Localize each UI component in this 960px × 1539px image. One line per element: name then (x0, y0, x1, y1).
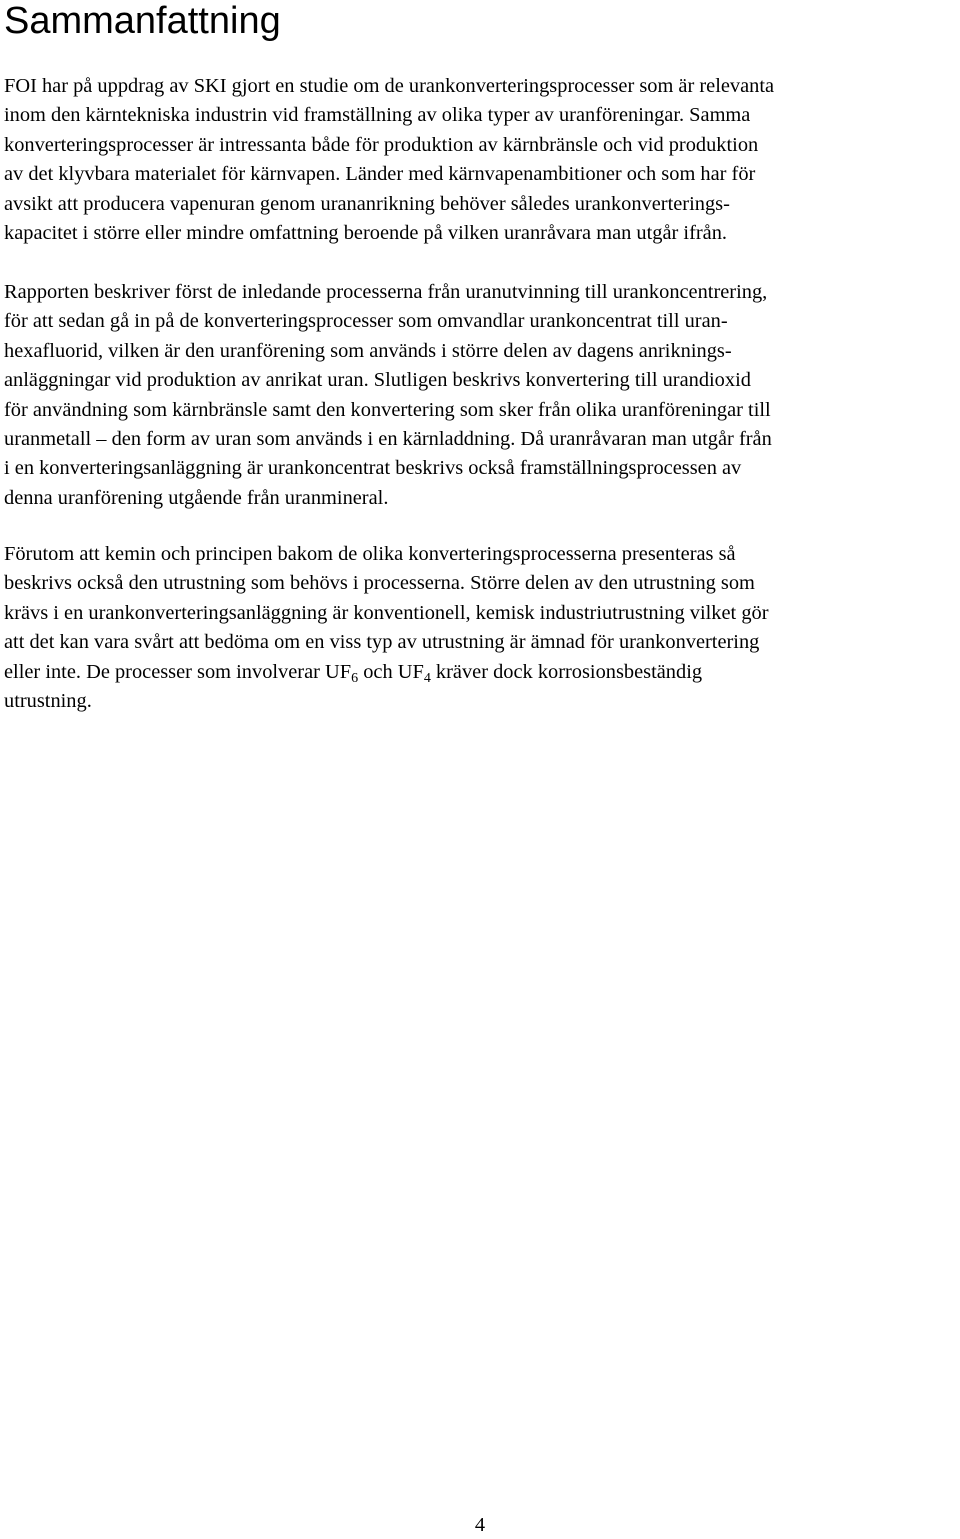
paragraph-line: krävs i en urankonverteringsanläggning är konventionell, kemisk industriutrustning vilket gör (4, 601, 769, 624)
paragraph-line: i en konverteringsanläggning är urankoncentrat beskrivs också framställningsprocessen av (4, 457, 742, 480)
paragraph-line: kapacitet i större eller mindre omfattning beroende på vilken uranråvara man utgår ifrån. (4, 222, 727, 245)
paragraph-line: inom den kärntekniska industrin vid framställning av olika typer av uranföreningar. Samma (4, 104, 751, 127)
page-title: Sammanfattning (4, 0, 281, 42)
paragraph-line: FOI har på uppdrag av SKI gjort en studie om de urankonverteringsprocesser som är relevanta (4, 75, 775, 97)
paragraph-line: uranmetall – den form av uran som används i en kärnladdning. Då uranråvaran man utgår från (4, 428, 772, 451)
paragraph-line: anläggningar vid produktion av anrikat uran. Slutligen beskrivs konvertering till urandioxid (4, 369, 751, 392)
paragraph-line: för användning som kärnbränsle samt den konvertering som sker från olika uranföreningar till (4, 398, 771, 421)
paragraph-line-with-formulas (4, 658, 769, 687)
paragraph-1 (4, 72, 774, 248)
paragraph-line: Förutom att kemin och principen bakom de olika konverteringsprocesserna presenteras så (4, 543, 736, 565)
paragraph-2 (4, 278, 772, 513)
paragraph-line: av det klyvbara materialet för kärnvapen. Länder med kärnvapenambitioner och som har för (4, 163, 756, 186)
paragraph-3 (4, 540, 769, 716)
subscript: 4 (423, 670, 431, 686)
text-segment: kräver dock korrosionsbeständig (430, 660, 703, 683)
paragraph-line: för att sedan gå in på de konverteringsprocesser som omvandlar urankoncentrat till uran- (4, 310, 728, 333)
paragraph-line: avsikt att producera vapenuran genom urananrikning behöver således urankonverterings- (4, 192, 730, 215)
text-segment: och UF (358, 660, 424, 683)
page-number: 4 (474, 1514, 486, 1536)
paragraph-line: beskrivs också den utrustning som behövs i processerna. Större delen av den utrustning som (4, 572, 755, 595)
paragraph-line: Rapporten beskriver först de inledande processerna från uranutvinning till urankoncentrering, (4, 281, 768, 303)
paragraph-line: konverteringsprocesser är intressanta både för produktion av kärnbränsle och vid produktion (4, 133, 759, 156)
paragraph-line: denna uranförening utgående från uranmineral. (4, 486, 389, 509)
subscript: 6 (351, 670, 359, 686)
paragraph-line: utrustning. (4, 690, 92, 713)
paragraph-line: att det kan vara svårt att bedöma om en viss typ av utrustning är ämnad för urankonvertering (4, 631, 760, 654)
paragraph-line: hexafluorid, vilken är den uranförening som används i större delen av dagens anriknings- (4, 339, 732, 362)
text-segment: eller inte. De processer som involverar UF (4, 660, 352, 683)
